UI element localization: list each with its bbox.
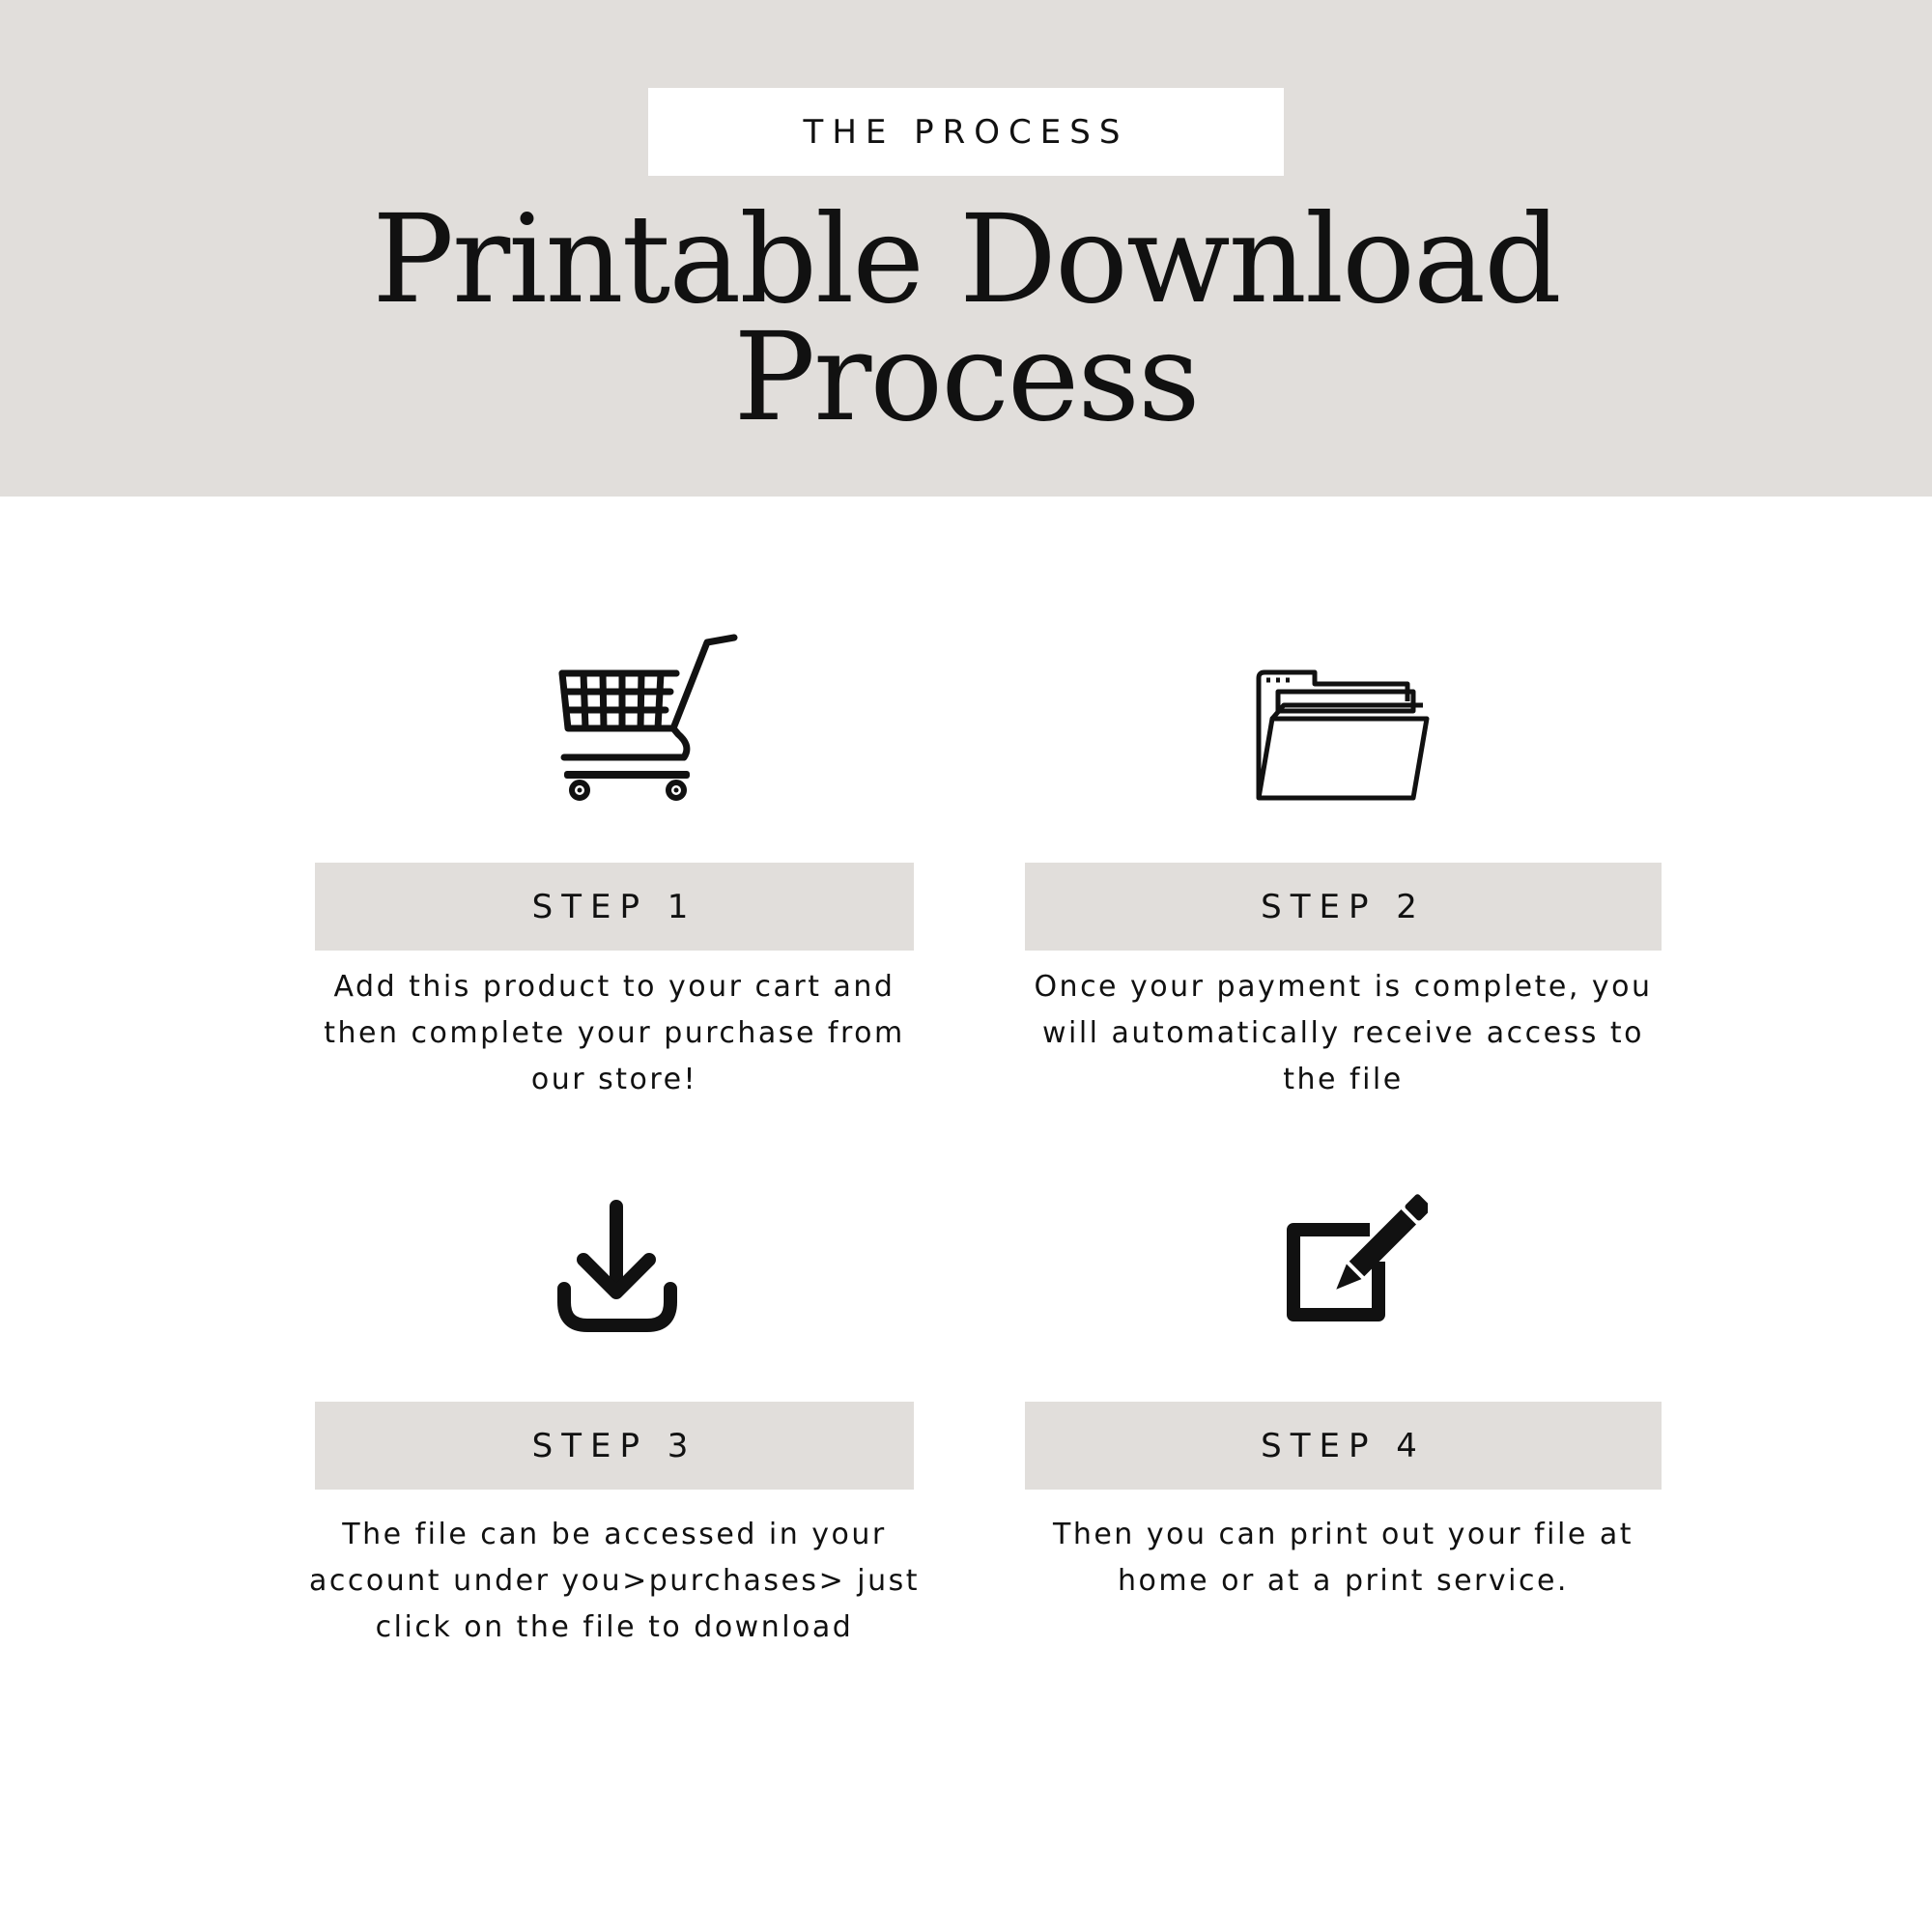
step-2-label: STEP 2: [1025, 863, 1662, 951]
shopping-cart-icon: [554, 628, 748, 807]
edit-icon: [1283, 1188, 1428, 1328]
step-4-label: STEP 4: [1025, 1402, 1662, 1490]
download-icon: [555, 1198, 679, 1333]
step-3-label: STEP 3: [315, 1402, 914, 1490]
step-1-label: STEP 1: [315, 863, 914, 951]
folder-icon: [1253, 667, 1432, 807]
page-title: [0, 188, 1932, 448]
page-title-line-1: Printable Download: [372, 188, 1560, 330]
header-panel: [0, 0, 1932, 497]
step-1-description: Add this product to your cart and then complete your purchase from our store!: [324, 970, 905, 1096]
step-2-description: Once your payment is complete, you will automatically receive access to the file: [1034, 970, 1653, 1096]
section-eyebrow: THE PROCESS: [648, 88, 1284, 176]
page-title-line-2: Process: [733, 306, 1199, 448]
step-3-description: The file can be accessed in your account under you>purchases> just click on the file to download: [309, 1518, 920, 1644]
step-4-description: Then you can print out your file at home or at a print service.: [1053, 1518, 1634, 1598]
